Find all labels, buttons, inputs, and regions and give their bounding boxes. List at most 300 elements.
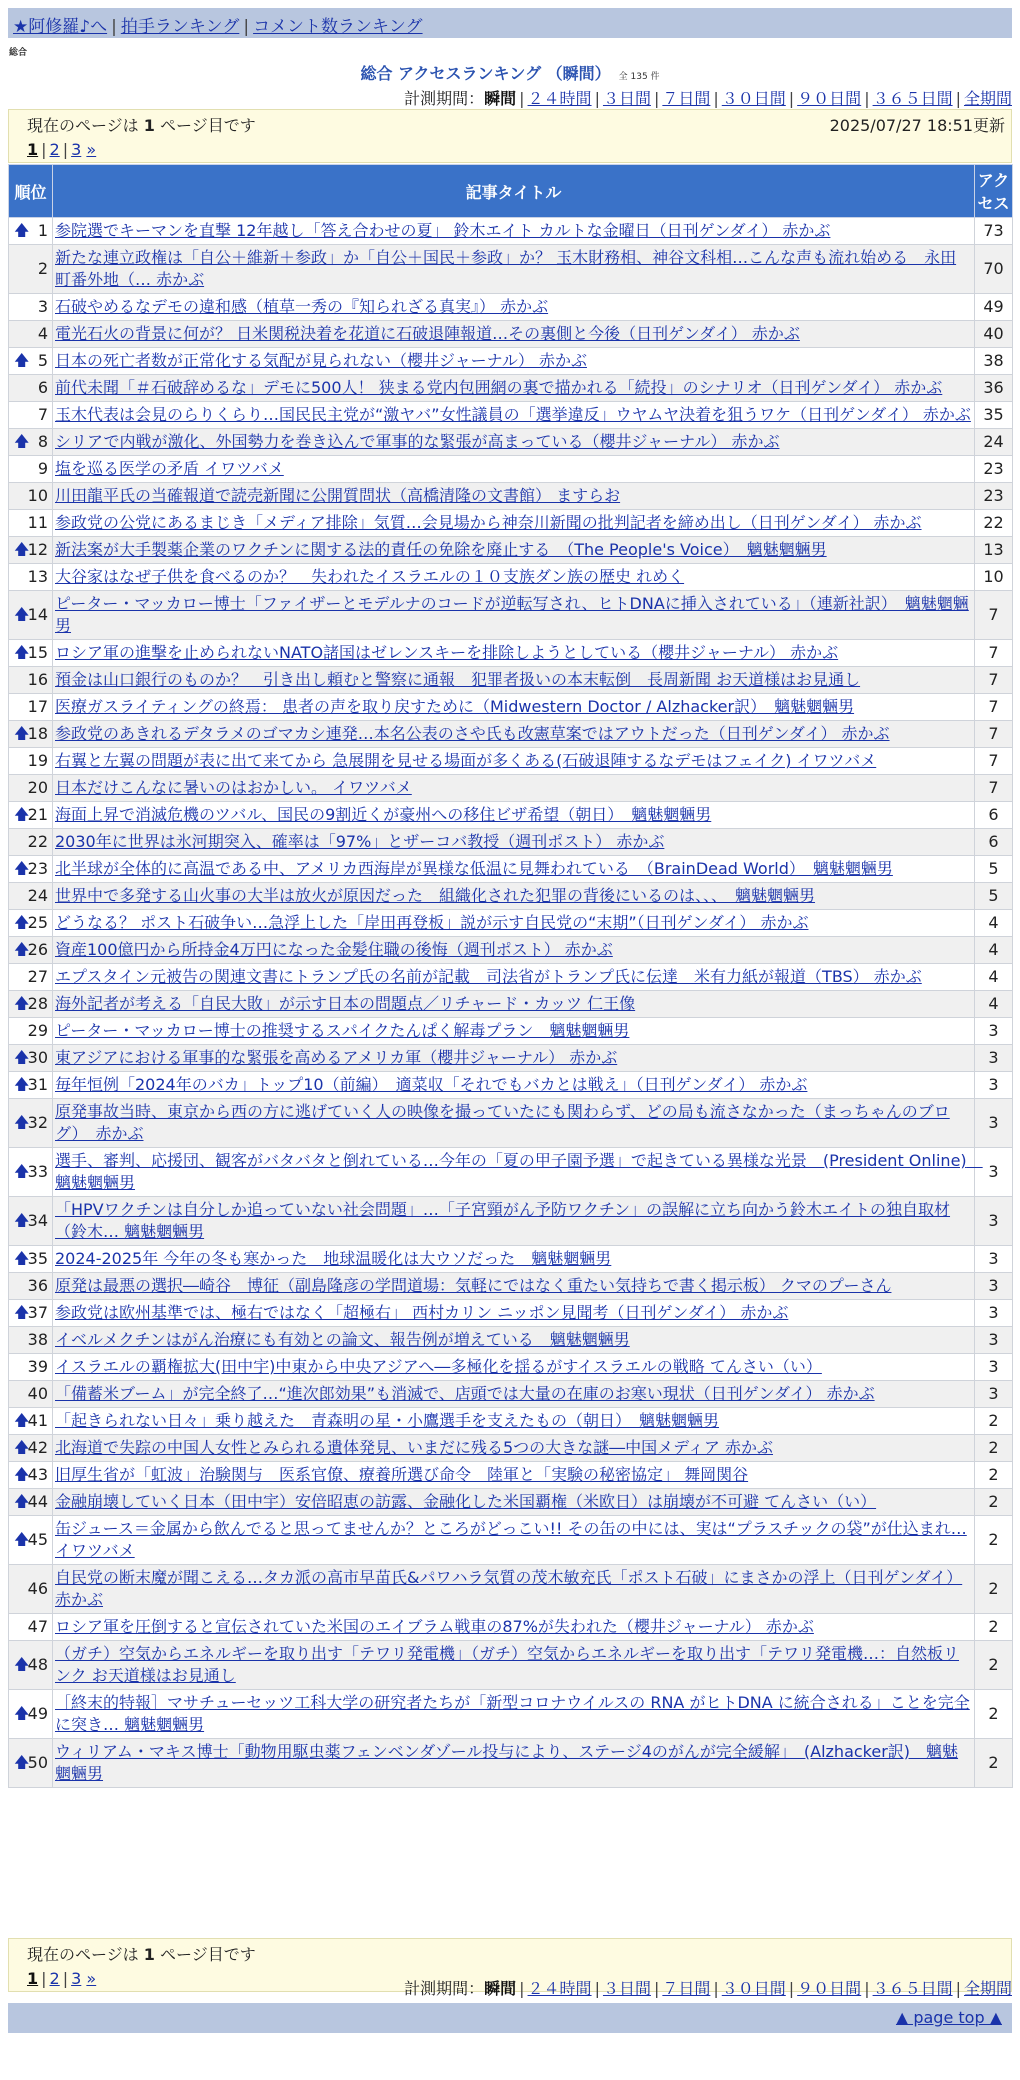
table-row [9,375,1013,402]
access-count: 3 [975,1273,1013,1300]
table-row [9,802,1013,829]
table-row [9,1565,1013,1614]
article-link[interactable]: エプスタイン元被告の関連文書にトランプ氏の名前が記載 司法省がトランプ氏に伝達 米有力紙が報道（TBS） 赤かぶ [55,967,922,986]
access-count: 49 [975,294,1013,321]
rank-cell [9,1462,53,1489]
access-count: 2 [975,1614,1013,1641]
separator: | [653,1979,660,1998]
title-cell [53,1197,975,1246]
article-link[interactable]: 2024-2025年 今年の冬も寒かった 地球温暖化は大ウソだった 魑魅魍魎男 [55,1249,612,1268]
title-cell [53,991,975,1018]
rank-cell [9,510,53,537]
rank-cell [9,1516,53,1565]
access-count: 7 [975,591,1013,640]
table-row [9,1462,1013,1489]
period-option[interactable]: ７日間 [662,1979,711,1998]
separator: | [955,89,961,108]
separator: | [111,17,117,37]
separator: | [788,1979,795,1998]
rank-cell [9,564,53,591]
rank-number: 49 [27,1704,48,1723]
title-cell [53,1381,975,1408]
arrow-up-icon: 🡅 [14,912,30,931]
access-count: 2 [975,1489,1013,1516]
access-count: 3 [975,1148,1013,1197]
article-link[interactable]: 玉木代表は会見のらりくらり…国民民主党が“激ヤバ”女性議員の「選挙違反」ウヤムヤ決着を狙うワケ（日刊ゲンダイ） 赤かぶ [55,405,971,424]
table-row [9,591,1013,640]
article-link[interactable]: 右翼と左翼の問題が表に出て来てから 急展開を見せる場面が多くある(石破退陣するなデモはフェイク) イワツバメ [55,751,877,770]
rank-number: 48 [27,1655,48,1674]
title-cell [53,1072,975,1099]
top-nav [8,8,1012,38]
access-count: 70 [975,245,1013,294]
period-option[interactable]: ３０日間 [721,1979,786,1998]
title-cell [53,537,975,564]
article-link[interactable]: 塩を巡る医学の矛盾 イワツバメ [55,459,284,478]
table-row [9,1072,1013,1099]
arrow-up-icon: 🡅 [14,642,30,661]
rank-cell [9,1273,53,1300]
rank-cell [9,1739,53,1788]
table-row [9,1148,1013,1197]
access-count: 7 [975,694,1013,721]
article-link[interactable]: （ガチ）空気からエネルギーを取り出す「テワリ発電機」（ガチ）空気からエネルギーを取り出す「テワリ発電機…：自然板リンク お天道様はお見通し [55,1644,960,1685]
article-link[interactable]: 川田龍平氏の当確報道で読売新聞に公開質問状（高橋清隆の文書館） ますらお [55,486,621,505]
article-link[interactable]: 海外記者が考える「自民大敗」が示す日本の問題点／リチャード・カッツ 仁王像 [55,994,636,1013]
article-link[interactable]: ピーター・マッカロー博士「ファイザーとモデルナのコードが逆転写され、ヒトDNAに挿入されている」（連新社訳） 魑魅魍魎男 [55,594,969,635]
period-option[interactable]: ２４時間 [527,89,592,108]
access-count: 5 [975,856,1013,883]
rank-number: 23 [27,859,48,878]
access-count: 2 [975,1690,1013,1739]
header-rank: 順位 [9,165,53,218]
access-count: 35 [975,402,1013,429]
article-link[interactable]: ［終末的特報］マサチューセッツ工科大学の研究者たちが「新型コロナウイルスの RNA がヒトDNA に統合される」ことを完全に突き… 魑魅魍魎男 [55,1693,970,1734]
period-selector [404,86,1012,109]
rank-number: 17 [27,697,48,716]
access-count: 3 [975,1072,1013,1099]
rank-cell [9,321,53,348]
rank-cell [9,991,53,1018]
table-row [9,564,1013,591]
separator: | [41,1969,47,1988]
rank-cell [9,1489,53,1516]
rank-cell [9,856,53,883]
table-row [9,694,1013,721]
article-link[interactable]: どうなる？ ポスト石破争い…急浮上した「岸田再登板」説が示す自民党の“末期”（日刊ゲンダイ） 赤かぶ [55,913,809,932]
title-cell [53,937,975,964]
rank-number: 11 [27,513,48,532]
table-row [9,721,1013,748]
access-count: 4 [975,937,1013,964]
article-link[interactable]: 新たな連立政権は「自公＋維新＋参政」か「自公＋国民＋参政」か？ 玉木財務相、神谷文科相…こんな声も流れ始める 永田町番外地（… 赤かぶ [55,248,957,289]
rank-number: 2 [37,259,48,278]
article-link[interactable]: 「備蓄米ブーム」が完全終了…“進次郎効果”も消滅で、店頭では大量の在庫のお寒い現状（日刊ゲンダイ） 赤かぶ [55,1384,875,1403]
arrow-up-icon: 🡅 [14,220,30,239]
rank-number: 33 [27,1162,48,1181]
title-cell [53,218,975,245]
title-cell [53,856,975,883]
table-row [9,748,1013,775]
page-title [0,61,1020,84]
access-count: 7 [975,667,1013,694]
article-link[interactable]: 選手、審判、応援団、観客がバタバタと倒れている…今年の「夏の甲子園予選」で起きている異様な光景 (President Online) 魑魅魍魎男 [55,1151,983,1192]
article-link[interactable]: 世界中で多発する山火事の大半は放火が原因だった 組織化された犯罪の背後にいるのは、、、 魑魅魍魎男 [55,886,816,905]
table-row [9,1018,1013,1045]
rank-number: 26 [27,940,48,959]
table-row [9,402,1013,429]
title-cell [53,1408,975,1435]
rank-cell [9,667,53,694]
rank-number: 25 [27,913,48,932]
rank-cell [9,537,53,564]
next-page-link[interactable]: » [86,1969,97,1988]
title-cell [53,775,975,802]
access-count: 3 [975,1197,1013,1246]
rank-number: 28 [27,994,48,1013]
article-link[interactable]: 参院選でキーマンを直撃 12年越し「答え合わせの夏」 鈴木エイト カルトな金曜日（日刊ゲンダイ） 赤かぶ [55,221,831,240]
title-cell [53,591,975,640]
arrow-up-icon: 🡅 [14,1074,30,1093]
article-link[interactable]: 新法案が大手製薬企業のワクチンに関する法的責任の免除を廃止する （The People's Voice） 魑魅魍魎男 [55,540,827,559]
article-link[interactable]: 缶ジュース＝金属から飲んでると思ってませんか？ところがどっこい!! その缶の中には、実は“プラスチックの袋”が仕込まれ… イワツバメ [55,1519,967,1560]
rank-number: 41 [27,1411,48,1430]
title-cell [53,964,975,991]
article-link[interactable]: 参政党の公党にあるまじき「メディア排除」気質…会見場から神奈川新聞の批判記者を締め出し（日刊ゲンダイ） 赤かぶ [55,513,922,532]
access-count: 7 [975,640,1013,667]
article-link[interactable]: 旧厚生省が「虹波」治験関与 医系官僚、療養所選び命令 陸軍と「実験の秘密協定」 舞岡関谷 [55,1465,749,1484]
rank-number: 15 [27,643,48,662]
article-link[interactable]: 石破やめるなデモの違和感（植草一秀の『知られざる真実』） 赤かぶ [55,297,549,316]
rank-cell [9,456,53,483]
table-row [9,937,1013,964]
article-link[interactable]: 「HPVワクチンは自分しか追っていない社会問題」…「子宮頸がん予防ワクチン」の誤解に立ち向かう鈴木エイトの独自取材（鈴木… 魑魅魍魎男 [55,1200,951,1241]
access-count: 2 [975,1435,1013,1462]
table-row [9,1516,1013,1565]
access-count: 2 [975,1516,1013,1565]
table-row [9,348,1013,375]
arrow-up-icon: 🡅 [14,993,30,1012]
rank-number: 36 [27,1276,48,1295]
article-link[interactable]: 自民党の断末魔が聞こえる…タカ派の高市早苗氏&パワハラ気質の茂木敏充氏「ポスト石破」にまさかの浮上（日刊ゲンダイ） 赤かぶ [55,1568,963,1609]
rank-number: 50 [27,1753,48,1772]
page-current: 1 [27,140,39,159]
article-link[interactable]: 原発事故当時、東京から西の方に逃げていく人の映像を撮っていたにも関わらず、どの局も流さなかった（まっちゃんのブログ） 赤かぶ [55,1102,950,1143]
access-count: 4 [975,991,1013,1018]
access-count: 10 [975,564,1013,591]
article-link[interactable]: 原発は最悪の選択―崎谷 博征（副島隆彦の学問道場：気軽にではなく重たい気持ちで書く掲示板） クマのプーさん [55,1276,892,1295]
title-cell [53,1099,975,1148]
rank-number: 35 [27,1249,48,1268]
ranking-table [8,164,1013,1788]
separator: | [955,1979,961,1998]
table-row [9,1327,1013,1354]
rank-cell [9,775,53,802]
current-page-post: ページ目です [160,116,256,135]
article-link[interactable]: イスラエルの覇権拡大(田中宇)中東から中央アジアへ―多極化を揺るがすイスラエルの戦略 てんさい（い） [55,1357,822,1376]
rank-number: 20 [27,778,48,797]
title-cell [53,802,975,829]
page-link[interactable]: 3 [71,140,82,159]
table-row [9,1273,1013,1300]
rank-cell [9,1045,53,1072]
arrow-up-icon: 🡅 [14,1437,30,1456]
arrow-up-icon: 🡅 [14,858,30,877]
rank-number: 14 [27,605,48,624]
table-row [9,294,1013,321]
arrow-up-icon: 🡅 [14,431,30,450]
access-count: 23 [975,483,1013,510]
current-page-pre: 現在のページは [27,116,139,135]
period-label: 計測期間： [404,1979,485,1998]
table-row [9,456,1013,483]
rank-cell [9,294,53,321]
table-row [9,483,1013,510]
title-cell [53,1018,975,1045]
rank-cell [9,402,53,429]
arrow-up-icon: 🡅 [14,1703,30,1722]
access-count: 2 [975,1739,1013,1788]
rank-number: 31 [27,1075,48,1094]
updated-timestamp: 2025/07/27 18:51更新 [829,116,1005,135]
rank-number: 1 [37,221,48,240]
separator: | [864,89,870,108]
rank-number: 44 [27,1492,48,1511]
title-cell [53,694,975,721]
arrow-up-icon: 🡅 [14,1302,30,1321]
table-row [9,1435,1013,1462]
arrow-up-icon: 🡅 [14,1161,30,1180]
title-cell [53,910,975,937]
rank-number: 18 [27,724,48,743]
page-link[interactable]: 2 [49,1969,60,1988]
rank-cell [9,1327,53,1354]
separator: | [594,1979,600,1998]
title-cell [53,1516,975,1565]
article-link[interactable]: 海面上昇で消滅危機のツバル、国民の9割近くが豪州への移住ビザ希望（朝日） 魑魅魍魎男 [55,805,712,824]
article-link[interactable]: 日本の死亡者数が正常化する気配が見られない（櫻井ジャーナル） 赤かぶ [55,351,587,370]
table-row [9,537,1013,564]
table-row [9,245,1013,294]
table-row [9,218,1013,245]
article-link[interactable]: ロシア軍を圧倒すると宣伝されていた米国のエイブラム戦車の87%が失われた（櫻井ジャーナル） 赤かぶ [55,1617,814,1636]
access-count: 2 [975,1462,1013,1489]
total-count: 全 135 件 [618,72,660,82]
separator: | [519,89,525,108]
separator: | [62,140,69,159]
next-page-link[interactable]: » [86,140,97,159]
page-link[interactable]: 2 [49,140,60,159]
period-current: 瞬間 [484,1979,517,1998]
rank-number: 27 [27,967,48,986]
table-row [9,1408,1013,1435]
article-link[interactable]: 前代未聞「＃石破辞めるな」デモに500人！ 狭まる党内包囲網の裏で描かれる「続投」のシナリオ（日刊ゲンダイ） 赤かぶ [55,378,943,397]
title-cell [53,1614,975,1641]
rank-number: 32 [27,1113,48,1132]
table-row [9,775,1013,802]
clap-ranking-link[interactable]: 拍手ランキング [120,17,240,37]
rank-number: 30 [27,1048,48,1067]
article-link[interactable]: 日本だけこんなに暑いのはおかしい。 イワツバメ [55,778,412,797]
table-row [9,1381,1013,1408]
title-cell [53,1045,975,1072]
table-row [9,1099,1013,1148]
access-count: 73 [975,218,1013,245]
period-selector-bottom [404,1976,1012,1999]
table-header-row [9,165,1013,218]
separator: | [594,89,600,108]
comment-ranking-link[interactable]: コメント数ランキング [253,17,423,37]
access-count: 3 [975,1300,1013,1327]
access-count: 38 [975,348,1013,375]
rank-number: 47 [27,1617,48,1636]
rank-number: 3 [37,297,48,316]
access-count: 3 [975,1018,1013,1045]
article-link[interactable]: 参政党は欧州基準では、極右ではなく「超極右」 西村カリン ニッポン見聞考（日刊ゲンダイ） 赤かぶ [55,1303,789,1322]
current-page-number: 1 [143,116,155,135]
access-count: 7 [975,721,1013,748]
article-link[interactable]: 参政党のあきれるデタラメのゴマカシ連発…本名公表のさや氏も改憲草案ではアウトだった（日刊ゲンダイ） 赤かぶ [55,724,890,743]
header-access: アクセス [975,165,1013,218]
period-option[interactable]: ７日間 [662,89,711,108]
title-cell [53,1462,975,1489]
separator: | [864,1979,870,1998]
access-count: 4 [975,910,1013,937]
arrow-up-icon: 🡅 [14,1112,30,1131]
access-count: 3 [975,1327,1013,1354]
article-link[interactable]: 金融崩壊していく日本（田中宇）安倍昭恵の訪露、金融化した米国覇権（米欧日）は崩壊が不可避 てんさい（い） [55,1492,877,1511]
rank-number: 29 [27,1021,48,1040]
table-row [9,910,1013,937]
current-page-text [27,1942,993,1965]
article-link[interactable]: 2030年に世界は氷河期突入、確率は「97%」とザーコバ教授（週刊ポスト） 赤かぶ [55,832,665,851]
rank-cell [9,1690,53,1739]
page-top-link[interactable]: ▲ page top ▲ [895,2008,1002,2027]
period-option[interactable]: ９０日間 [797,1979,862,1998]
access-count: 22 [975,510,1013,537]
period-option[interactable]: ９０日間 [797,89,862,108]
separator: | [713,89,719,108]
period-option[interactable]: 全期間 [963,1979,1012,1998]
rank-cell [9,483,53,510]
title-cell [53,721,975,748]
title-cell [53,402,975,429]
article-link[interactable]: 資産100億円から所持金4万円になった金髪住職の後悔（週刊ポスト） 赤かぶ [55,940,613,959]
table-row [9,1300,1013,1327]
rank-number: 8 [37,432,48,451]
rank-cell [9,640,53,667]
title-cell [53,1641,975,1690]
period-option[interactable]: ３日間 [602,89,651,108]
access-count: 6 [975,829,1013,856]
page-link[interactable]: 3 [71,1969,82,1988]
article-link[interactable]: ウィリアム・マキス博士「動物用駆虫薬フェンベンダゾール投与により、ステージ4のがんが完全緩解」 (Alzhacker訳) 魑魅魍魎男 [55,1742,959,1783]
title-cell [53,748,975,775]
rank-cell [9,883,53,910]
article-link[interactable]: 北半球が全体的に高温である中、アメリカ西海岸が異様な低温に見舞われている （BrainDead World） 魑魅魍魎男 [55,859,893,878]
rank-cell [9,1381,53,1408]
article-link[interactable]: 「起きられない日々」乗り越えた 青森明の星・小鷹選手を支えたもの（朝日） 魑魅魍魎男 [55,1411,720,1430]
article-link[interactable]: シリアで内戦が激化、外国勢力を巻き込んで軍事的な緊張が高まっている（櫻井ジャーナル） 赤かぶ [55,432,780,451]
article-link[interactable]: 預金は山口銀行のものか？ 引き出し頼むと警察に通報 犯罪者扱いの本末転倒 長周新聞 お天道様はお見通し [55,670,861,689]
article-link[interactable]: 電光石火の背景に何が？ 日米関税決着を花道に石破退陣報道…その裏側と今後（日刊ゲンダイ） 赤かぶ [55,324,800,343]
arrow-up-icon: 🡅 [14,1752,30,1771]
period-current: 瞬間 [484,89,517,108]
table-row [9,1489,1013,1516]
rank-number: 21 [27,805,48,824]
arrow-up-icon: 🡅 [14,1654,30,1673]
article-link[interactable]: 東アジアにおける軍事的な緊張を高めるアメリカ軍（櫻井ジャーナル） 赤かぶ [55,1048,618,1067]
rank-cell [9,1354,53,1381]
rank-number: 10 [27,486,48,505]
article-link[interactable]: 医療ガスライティングの終焉： 患者の声を取り戻すために（Midwestern Doctor / Alzhacker訳） 魑魅魍魎男 [55,697,855,716]
table-row [9,1246,1013,1273]
rank-number: 13 [27,567,48,586]
site-link[interactable]: ★阿修羅♪へ [13,17,108,37]
rank-cell [9,1408,53,1435]
arrow-up-icon: 🡅 [14,1248,30,1267]
title-cell [53,429,975,456]
rank-cell [9,1300,53,1327]
period-option[interactable]: ３６５日間 [872,1979,953,1998]
table-row [9,510,1013,537]
table-row [9,991,1013,1018]
article-link[interactable]: イベルメクチンはがん治療にも有効との論文、報告例が増えている 魑魅魍魎男 [55,1330,630,1349]
access-count: 40 [975,321,1013,348]
access-count: 3 [975,1381,1013,1408]
separator: | [519,1979,525,1998]
title-cell [53,321,975,348]
rank-cell [9,1197,53,1246]
table-row [9,321,1013,348]
period-option[interactable]: 全期間 [963,89,1012,108]
article-link[interactable]: 大谷家はなぜ子供を食べるのか？ 失われたイスラエルの１０支族ダン族の歴史 れめく [55,567,685,586]
article-link[interactable]: ピーター・マッカロー博士の推奨するスパイクたんぱく解毒プラン 魑魅魍魎男 [55,1021,630,1040]
rank-cell [9,1614,53,1641]
period-option[interactable]: ３日間 [602,1979,651,1998]
rank-cell [9,1435,53,1462]
rank-cell [9,429,53,456]
period-option[interactable]: ３６５日間 [872,89,953,108]
title-cell [53,483,975,510]
table-row [9,1197,1013,1246]
table-row [9,667,1013,694]
rank-cell [9,1565,53,1614]
rank-number: 37 [27,1303,48,1322]
title-cell [53,1435,975,1462]
arrow-up-icon: 🡅 [14,1210,30,1229]
article-link[interactable]: 北海道で失踪の中国人女性とみられる遺体発見、いまだに残る5つの大きな謎―中国メディア 赤かぶ [55,1438,773,1457]
arrow-up-icon: 🡅 [14,1464,30,1483]
arrow-up-icon: 🡅 [14,604,30,623]
access-count: 5 [975,883,1013,910]
arrow-up-icon: 🡅 [14,939,30,958]
rank-number: 19 [27,751,48,770]
rank-number: 24 [27,886,48,905]
period-option[interactable]: ２４時間 [527,1979,592,1998]
access-count: 24 [975,429,1013,456]
rank-number: 7 [37,405,48,424]
period-option[interactable]: ３０日間 [721,89,786,108]
title-cell [53,1354,975,1381]
article-link[interactable]: ロシア軍の進撃を止められないNATO諸国はゼレンスキーを排除しようとしている（櫻井ジャーナル） 赤かぶ [55,643,839,662]
title-cell [53,245,975,294]
arrow-up-icon: 🡅 [14,1529,30,1548]
title-cell [53,1246,975,1273]
rank-cell [9,802,53,829]
title-cell [53,829,975,856]
article-link[interactable]: 毎年恒例「2024年のバカ」トップ10（前編） 適菜収「それでもバカとは戦え」（日刊ゲンダイ） 赤かぶ [55,1075,808,1094]
